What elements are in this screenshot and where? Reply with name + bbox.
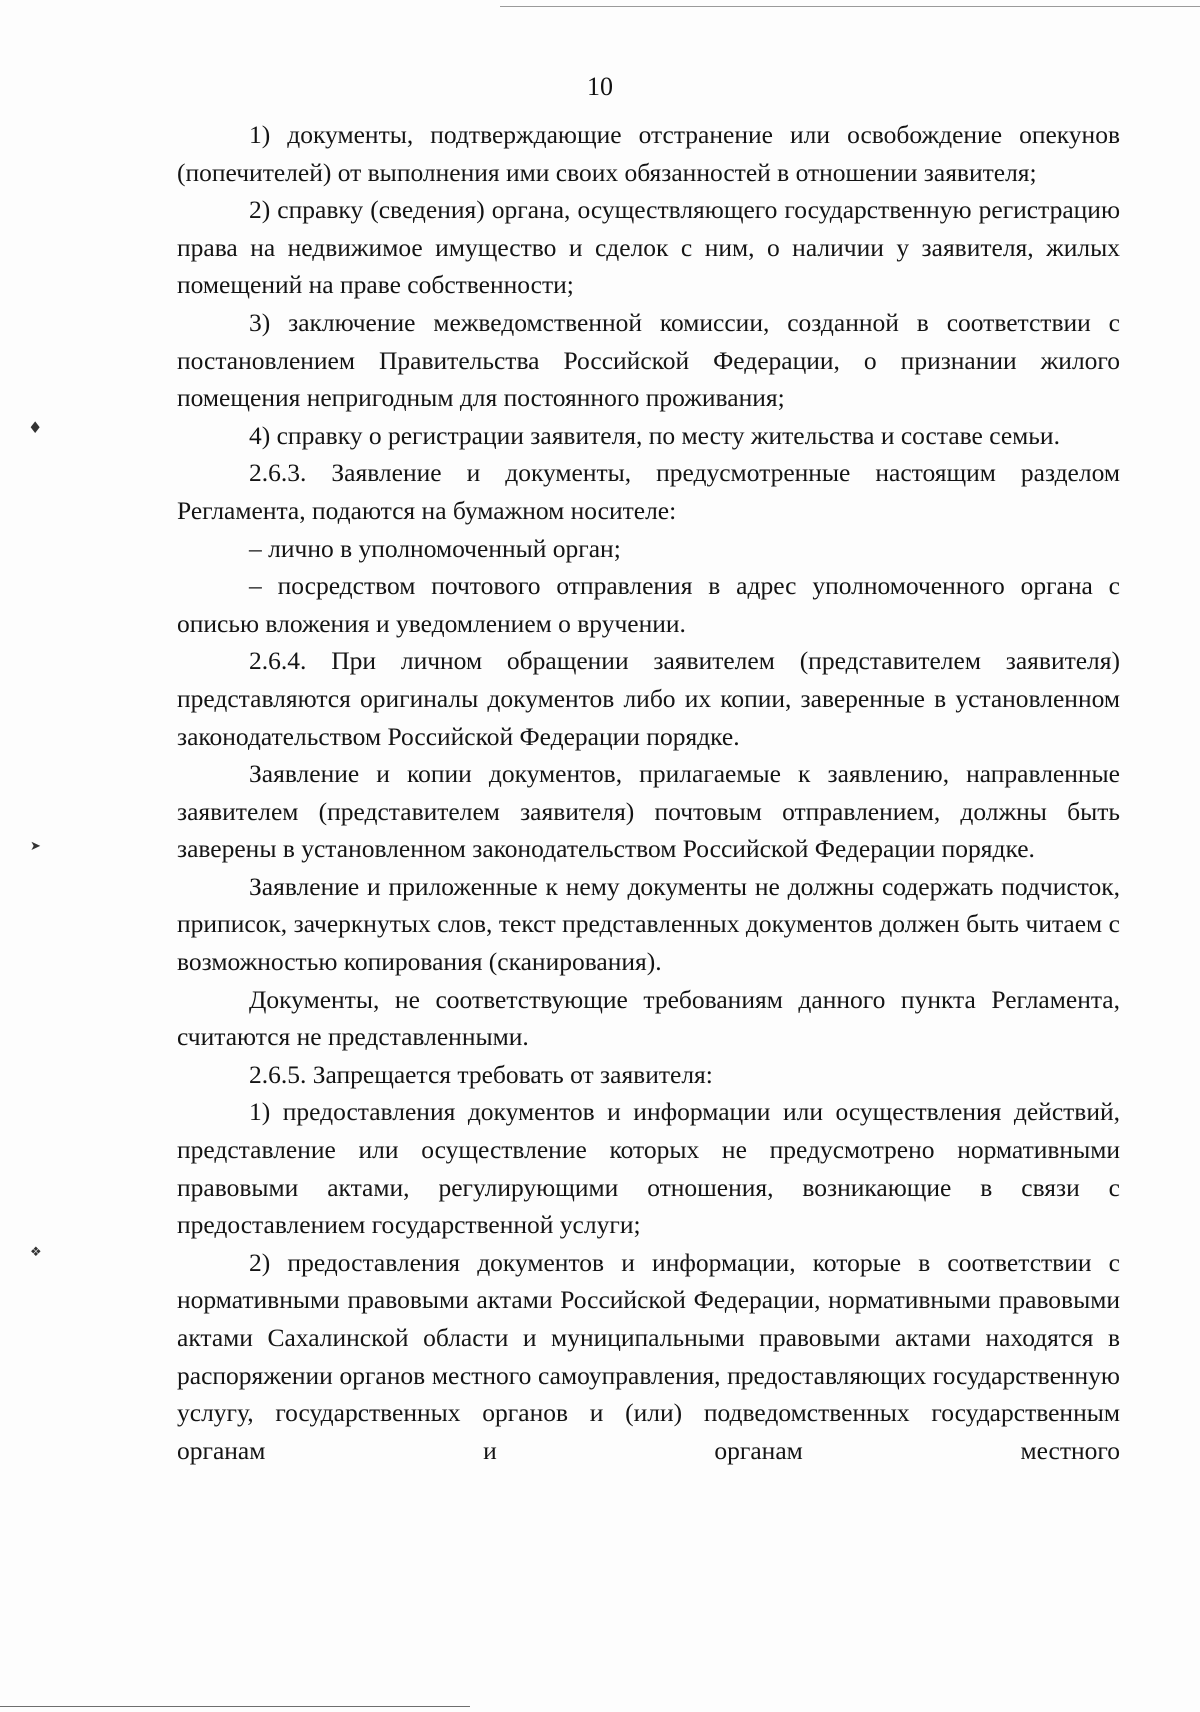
scan-speck: ➤	[30, 839, 41, 854]
paragraph: 3) заключение межведомственной комиссии, созданной в соответствии с постановлением Правительства Российской Федерации, о признании жилого помещения непригодным для постоянного проживания;	[177, 307, 1120, 413]
paragraph: Заявление и приложенные к нему документы не должны содержать подчисток, приписок, зачеркнутых слов, текст представленных документов должен быть читаем с возможностью копирования (сканирования).	[177, 871, 1120, 977]
scan-edge-line	[500, 6, 1200, 7]
document-body	[177, 116, 1120, 1469]
paragraph: 2.6.5. Запрещается требовать от заявителя:	[249, 1059, 713, 1089]
paragraph: 1) документы, подтверждающие отстранение или освобождение опекунов (попечителей) от выполнения ими своих обязанностей в отношении заявителя;	[177, 120, 1120, 187]
paragraph: 1) предоставления документов и информации или осуществления действий, представление или осуществление которых не предусмотрено нормативными правовыми актами, регулирующими отношения, возникающие в связи с предоставлением государственной услуги;	[177, 1097, 1120, 1240]
paragraph: 2.6.3. Заявление и документы, предусмотренные настоящим разделом Регламента, подаются на бумажном носителе:	[177, 458, 1120, 525]
paragraph: Заявление и копии документов, прилагаемые к заявлению, направленные заявителем (представителем заявителя) почтовым отправлением, должны быть заверены в установленном законодательством Российской Федерации порядке.	[177, 759, 1120, 864]
list-item: – лично в уполномоченный орган;	[249, 533, 621, 563]
scan-edge-line	[0, 1706, 470, 1707]
page-number: 10	[587, 72, 613, 101]
paragraph: 2.6.4. При личном обращении заявителем (представителем заявителя) представляются оригиналы документов либо их копии, заверенные в установленном законодательством Российской Федерации порядке.	[177, 646, 1120, 751]
paragraph: Документы, не соответствующие требованиям данного пункта Регламента, считаются не представленными.	[177, 984, 1120, 1052]
paragraph: 4) справку о регистрации заявителя, по месту жительства и составе семьи.	[249, 420, 1060, 450]
paragraph: 2) предоставления документов и информации, которые в соответствии с нормативными правовыми актами Российской Федерации, нормативными правовыми актами Сахалинской области и муниципальными правовыми актами находятся в распоряжении органов местного самоуправления, предоставляющих государственную услугу, государственных органов и (или) подведомственных государственным органам и органам местного	[177, 1247, 1120, 1465]
scan-speck: ♦	[28, 418, 43, 437]
list-item: – посредством почтового отправления в адрес уполномоченного органа с описью вложения и уведомлением о вручении.	[177, 571, 1120, 638]
scan-speck: ❖	[30, 1245, 42, 1260]
paragraph: 2) справку (сведения) органа, осуществляющего государственную регистрацию права на недвижимое имущество и сделок с ним, о наличии у заявителя, жилых помещений на праве собственности;	[177, 195, 1120, 300]
